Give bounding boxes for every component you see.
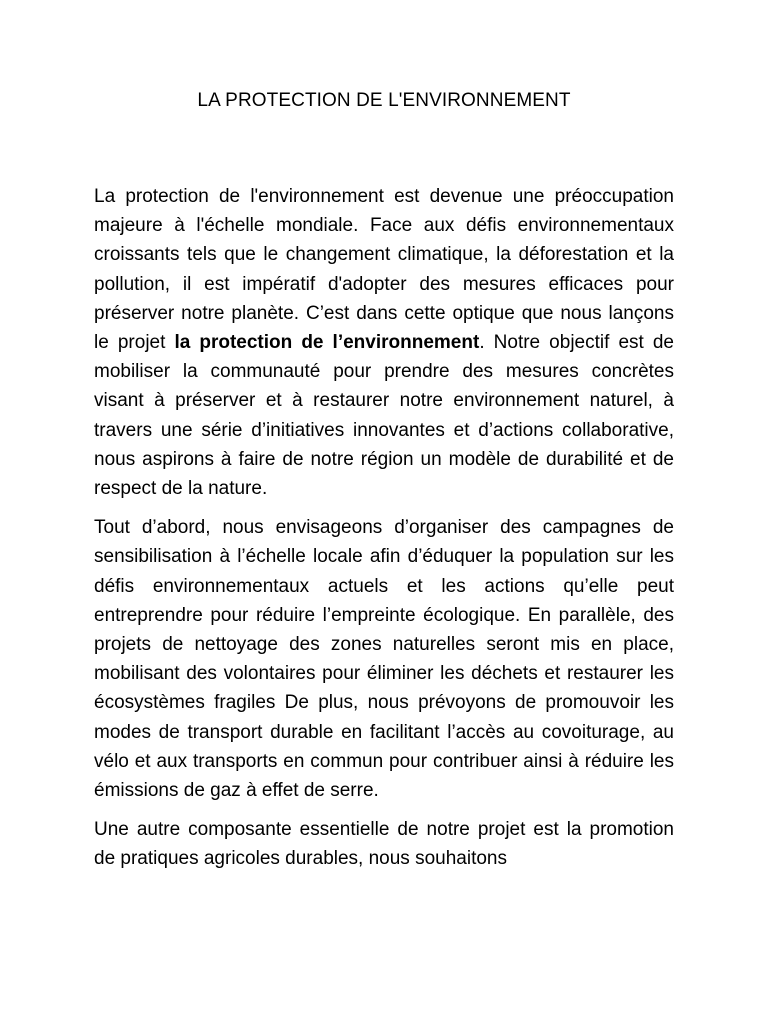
document-body: [94, 182, 674, 884]
paragraph-intro: [94, 182, 674, 503]
paragraph-agriculture: Une autre composante essentielle de notre projet est la promotion de pratiques agricoles durables, nous souhaitons: [94, 819, 674, 870]
paragraph-intro-text-before: La protection de l'environnement est devenue une préoccupation majeure à l'échelle mondiale. Face aux défis environnementaux croissants tels que le changement climatique, la déforestation et la pollution, il est impératif d'adopter des mesures efficaces pour préserver notre planète. C’est dans cette optique que nous lançons le projet: [94, 186, 674, 354]
project-name-bold: la protection de l’environnement: [174, 332, 480, 354]
paragraph-actions: Tout d’abord, nous envisageons d’organiser des campagnes de sensibilisation à l’échelle locale afin d’éduquer la population sur les défis environnementaux actuels et les actions qu’elle peut entreprendre pour réduire l’empreinte écologique. En parallèle, des projets de nettoyage des zones naturelles seront mis en place, mobilisant des volontaires pour éliminer les déchets et restaurer les écosystèmes fragiles De plus, nous prévoyons de promouvoir les modes de transport durable en facilitant l’accès au covoiturage, au vélo et aux transports en commun pour contribuer ainsi à réduire les émissions de gaz à effet de serre.: [94, 517, 674, 802]
paragraph-intro-text-after: . Notre objectif est de mobiliser la communauté pour prendre des mesures concrètes visant à préserver et à restaurer notre environnement naturel, à travers une série d’initiatives innovantes et d’actions collaborative, nous aspirons à faire de notre région un modèle de durabilité et de respect de la nature.: [94, 332, 674, 500]
document-title: LA PROTECTION DE L'ENVIRONNEMENT: [197, 90, 571, 111]
